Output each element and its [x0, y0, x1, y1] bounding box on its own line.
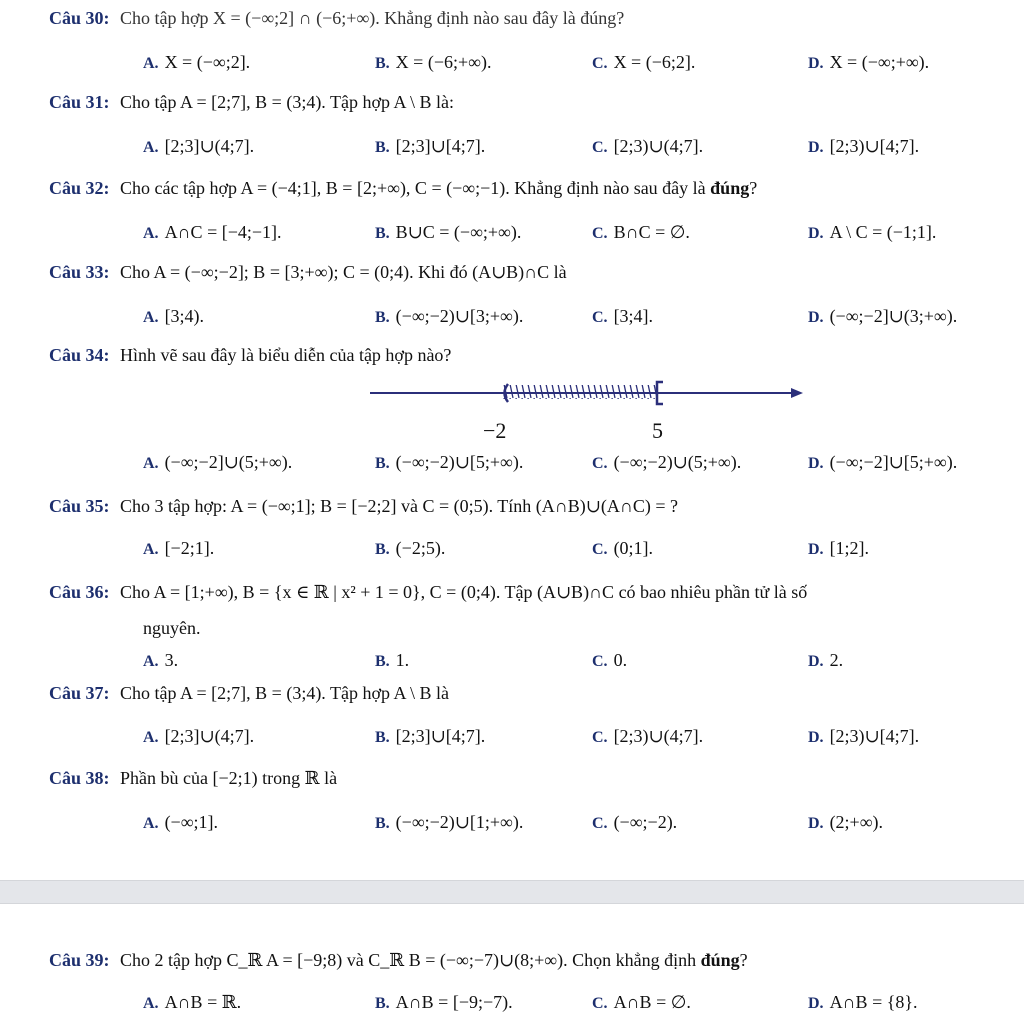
- question-label: Câu 38:: [49, 768, 110, 788]
- q39-option-c: C. A∩B = ∅.: [592, 992, 691, 1012]
- q33-option-d: D. (−∞;−2]∪(3;+∞).: [808, 306, 958, 326]
- q33-option-c: C. [3;4].: [592, 306, 654, 326]
- number-line-diagram: [365, 370, 815, 450]
- excluded-region-hatching: [503, 385, 658, 399]
- axis-label-minus-2: −2: [483, 418, 507, 443]
- question-text: Cho tập A = [2;7], B = (3;4). Tập hợp A \ B là:: [120, 92, 454, 112]
- question-label: Câu 31:: [49, 92, 110, 112]
- page-break-separator: [0, 880, 1024, 904]
- question-36: [49, 582, 1024, 603]
- emphasis: đúng: [710, 178, 750, 198]
- question-text: Hình vẽ sau đây là biểu diễn của tập hợp nào?: [120, 345, 452, 365]
- q30-option-b: B. X = (−6;+∞).: [375, 52, 492, 72]
- question-label: Câu 37:: [49, 683, 110, 703]
- q34-option-c: C. (−∞;−2)∪(5;+∞).: [592, 452, 742, 472]
- q34-option-b: B. (−∞;−2)∪[5;+∞).: [375, 452, 524, 472]
- question-38: [49, 768, 337, 789]
- question-text: Cho các tập hợp A = (−4;1], B = [2;+∞), C = (−∞;−1). Khẳng định nào sau đây là: [120, 178, 711, 198]
- question-label: Câu 32:: [49, 178, 110, 198]
- q31-option-a: A. [2;3]∪(4;7].: [143, 136, 255, 156]
- q32-option-b: B. B∪C = (−∞;+∞).: [375, 222, 522, 242]
- q36-option-d: D. 2.: [808, 650, 844, 670]
- question-32: Câu 32: Cho các tập hợp A = (−4;1], B = [2;+∞), C = (−∞;−1). Khẳng định nào sau đây là đúng?: [49, 178, 758, 198]
- question-text: Cho A = [1;+∞), B = {x ∈ ℝ | x² + 1 = 0}, C = (0;4). Tập (A∪B)∩C có bao nhiêu phần tử là số: [120, 582, 808, 602]
- question-31: [49, 92, 454, 113]
- q37-option-a: A. [2;3]∪(4;7].: [143, 726, 255, 746]
- q35-option-b: B. (−2;5).: [375, 538, 446, 558]
- axis-arrow-icon: [791, 388, 803, 398]
- question-37: [49, 683, 449, 704]
- question-text: Cho tập A = [2;7], B = (3;4). Tập hợp A \ B là: [120, 683, 449, 703]
- q38-option-d: D. (2;+∞).: [808, 812, 884, 832]
- q32-option-d: D. A \ C = (−1;1].: [808, 222, 937, 242]
- question-text: Cho 2 tập hợp C_ℝ A = [−9;8) và C_ℝ B = (−∞;−7)∪(8;+∞). Chọn khẳng định: [120, 950, 701, 970]
- question-39: Câu 39: Cho 2 tập hợp C_ℝ A = [−9;8) và C_ℝ B = (−∞;−7)∪(8;+∞). Chọn khẳng định đúng?: [49, 950, 748, 970]
- q37-option-d: D. [2;3)∪[4;7].: [808, 726, 920, 746]
- question-label: Câu 36:: [49, 582, 110, 602]
- q31-option-b: B. [2;3]∪[4;7].: [375, 136, 486, 156]
- emphasis: đúng: [700, 950, 740, 970]
- question-36-line2: nguyên.: [143, 618, 201, 638]
- question-label: Câu 35:: [49, 496, 110, 516]
- question-text: Cho tập hợp X = (−∞;2] ∩ (−6;+∞). Khẳng định nào sau đây là đúng?: [120, 8, 625, 28]
- question-text: Cho 3 tập hợp: A = (−∞;1]; B = [−2;2] và C = (0;5). Tính (A∩B)∪(A∩C) = ?: [120, 496, 678, 516]
- question-text: Phần bù của [−2;1) trong ℝ là: [120, 768, 338, 788]
- q36-option-a: A. 3.: [143, 650, 179, 670]
- q33-option-a: A. [3;4).: [143, 306, 205, 326]
- axis-label-5: 5: [652, 418, 663, 443]
- q34-option-a: A. (−∞;−2]∪(5;+∞).: [143, 452, 293, 472]
- q38-option-a: A. (−∞;1].: [143, 812, 219, 832]
- q35-option-c: C. (0;1].: [592, 538, 654, 558]
- question-30: [49, 8, 624, 29]
- q39-option-a: A. A∩B = ℝ.: [143, 992, 242, 1012]
- q30-option-c: C. X = (−6;2].: [592, 52, 696, 72]
- q35-option-d: D. [1;2].: [808, 538, 870, 558]
- question-label: Câu 34:: [49, 345, 110, 365]
- q30-option-a: A. X = (−∞;2].: [143, 52, 251, 72]
- q33-option-b: B. (−∞;−2)∪[3;+∞).: [375, 306, 524, 326]
- question-33: [49, 262, 567, 283]
- question-label: Câu 30:: [49, 8, 110, 28]
- q32-option-c: C. B∩C = ∅.: [592, 222, 690, 242]
- q31-option-d: D. [2;3)∪[4;7].: [808, 136, 920, 156]
- q32-option-a: A. A∩C = [−4;−1].: [143, 222, 282, 242]
- q38-option-c: C. (−∞;−2).: [592, 812, 678, 832]
- question-label: Câu 39:: [49, 950, 110, 970]
- q31-option-c: C. [2;3)∪(4;7].: [592, 136, 704, 156]
- q37-option-b: B. [2;3]∪[4;7].: [375, 726, 486, 746]
- question-label: Câu 33:: [49, 262, 110, 282]
- question-text: Cho A = (−∞;−2]; B = [3;+∞); C = (0;4). Khi đó (A∪B)∩C là: [120, 262, 567, 282]
- q38-option-b: B. (−∞;−2)∪[1;+∞).: [375, 812, 524, 832]
- q36-option-b: B. 1.: [375, 650, 410, 670]
- q39-option-b: B. A∩B = [−9;−7).: [375, 992, 513, 1012]
- q36-option-c: C. 0.: [592, 650, 628, 670]
- q30-option-d: D. X = (−∞;+∞).: [808, 52, 930, 72]
- q35-option-a: A. [−2;1].: [143, 538, 215, 558]
- q39-option-d: D. A∩B = {8}.: [808, 992, 918, 1012]
- q34-option-d: D. (−∞;−2]∪[5;+∞).: [808, 452, 958, 472]
- question-35: [49, 496, 678, 517]
- q37-option-c: C. [2;3)∪(4;7].: [592, 726, 704, 746]
- question-34: [49, 345, 451, 366]
